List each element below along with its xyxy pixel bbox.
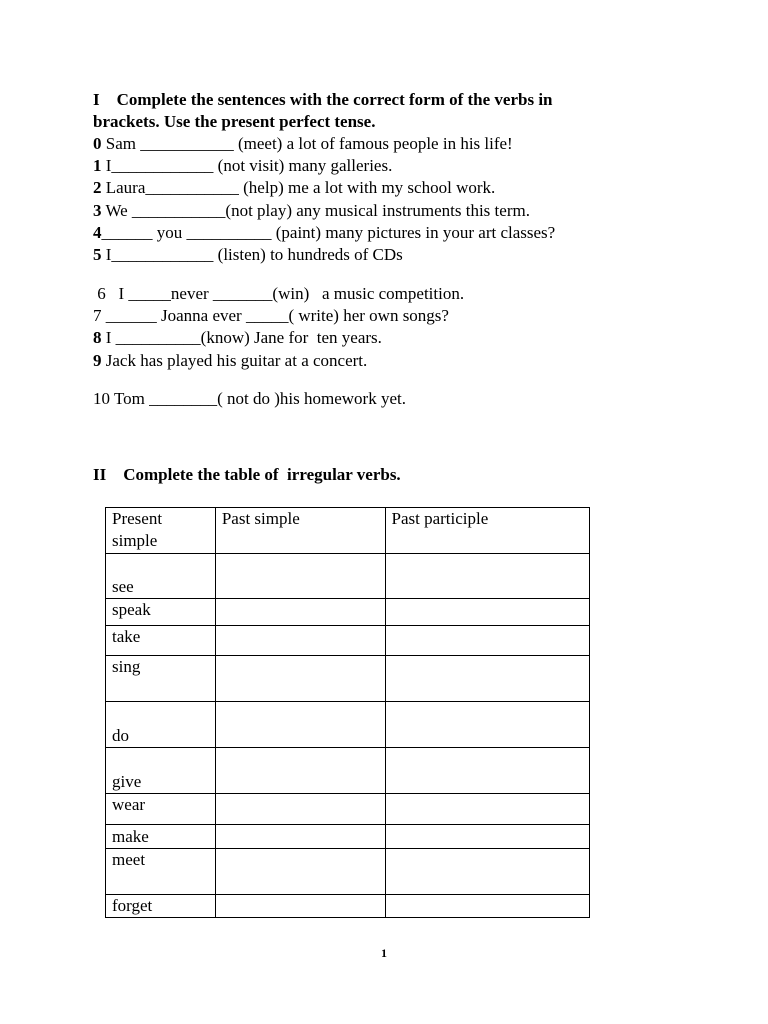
item-text: Sam ___________ (meet) a lot of famous people in his life! — [101, 134, 513, 153]
table-row — [106, 895, 590, 918]
verb-cell: wear — [106, 794, 216, 825]
header-past-participle: Past participle — [385, 508, 589, 554]
verb-cell: do — [106, 702, 216, 748]
past-participle-answer-cell[interactable] — [385, 626, 589, 656]
exercise-item-10: 10 Tom ________( not do )his homework yet. — [93, 389, 406, 408]
section1-heading-line2: brackets. Use the present perfect tense. — [93, 112, 376, 131]
verb-cell: make — [106, 825, 216, 849]
verb-cell: give — [106, 748, 216, 794]
past-simple-answer-cell[interactable] — [215, 794, 385, 825]
page-number: 1 — [381, 946, 387, 960]
table-row — [106, 554, 590, 599]
section2-heading: II Complete the table of irregular verbs. — [93, 465, 401, 484]
past-participle-answer-cell[interactable] — [385, 554, 589, 599]
item-number: 5 — [93, 245, 102, 264]
past-simple-answer-cell[interactable] — [215, 702, 385, 748]
verb-cell: take — [106, 626, 216, 656]
verb-cell: sing — [106, 656, 216, 702]
table-row — [106, 599, 590, 626]
item-number: 8 — [93, 328, 102, 347]
item-text: Jack has played his guitar at a concert. — [101, 351, 368, 370]
exercise-item-4 — [93, 222, 555, 244]
header-present-simple: Present simple — [106, 508, 216, 554]
verb-cell: see — [106, 554, 216, 599]
item-number: 0 — [93, 134, 102, 153]
past-simple-answer-cell[interactable] — [215, 825, 385, 849]
exercise-item-0 — [93, 133, 513, 155]
exercise-item-5 — [93, 244, 403, 266]
section1-heading-line1: I Complete the sentences with the correct form of the verbs in — [93, 90, 553, 109]
item-number: 2 — [93, 178, 102, 197]
item-number: 4 — [93, 223, 102, 242]
past-participle-answer-cell[interactable] — [385, 849, 589, 895]
past-participle-answer-cell[interactable] — [385, 895, 589, 918]
past-participle-answer-cell[interactable] — [385, 599, 589, 626]
exercise-item-7: 7 ______ Joanna ever _____( write) her own songs? — [93, 306, 449, 325]
item-text: ______ you __________ (paint) many pictures in your art classes? — [101, 223, 556, 242]
past-simple-answer-cell[interactable] — [215, 554, 385, 599]
past-simple-answer-cell[interactable] — [215, 748, 385, 794]
exercise-item-3 — [93, 200, 530, 222]
table-row — [106, 849, 590, 895]
table-row — [106, 656, 590, 702]
item-text: We ___________(not play) any musical instruments this term. — [101, 201, 530, 220]
past-participle-answer-cell[interactable] — [385, 825, 589, 849]
past-simple-answer-cell[interactable] — [215, 626, 385, 656]
item-number: 3 — [93, 201, 102, 220]
table-row — [106, 825, 590, 849]
past-simple-answer-cell[interactable] — [215, 849, 385, 895]
past-simple-answer-cell[interactable] — [215, 599, 385, 626]
header-past-simple: Past simple — [215, 508, 385, 554]
item-text: I __________(know) Jane for ten years. — [101, 328, 382, 347]
exercise-item-6: 6 I _____never _______(win) a music competition. — [93, 284, 465, 303]
table-row — [106, 702, 590, 748]
item-number: 9 — [93, 351, 102, 370]
irregular-verbs-table — [105, 507, 590, 918]
table-row — [106, 748, 590, 794]
table-row — [106, 626, 590, 656]
past-participle-answer-cell[interactable] — [385, 748, 589, 794]
table-header-row — [106, 508, 590, 554]
table-row — [106, 794, 590, 825]
past-participle-answer-cell[interactable] — [385, 702, 589, 748]
exercise-item-8 — [93, 327, 382, 349]
verb-cell: meet — [106, 849, 216, 895]
past-simple-answer-cell[interactable] — [215, 895, 385, 918]
exercise-item-1 — [93, 155, 392, 177]
past-participle-answer-cell[interactable] — [385, 656, 589, 702]
item-text: Laura___________ (help) me a lot with my school work. — [101, 178, 496, 197]
exercise-item-9 — [93, 350, 367, 372]
past-participle-answer-cell[interactable] — [385, 794, 589, 825]
item-text: I____________ (not visit) many galleries. — [101, 156, 393, 175]
exercise-item-2 — [93, 177, 495, 199]
item-text: I____________ (listen) to hundreds of CDs — [101, 245, 403, 264]
verb-cell: speak — [106, 599, 216, 626]
item-number: 1 — [93, 156, 102, 175]
past-simple-answer-cell[interactable] — [215, 656, 385, 702]
verb-cell: forget — [106, 895, 216, 918]
